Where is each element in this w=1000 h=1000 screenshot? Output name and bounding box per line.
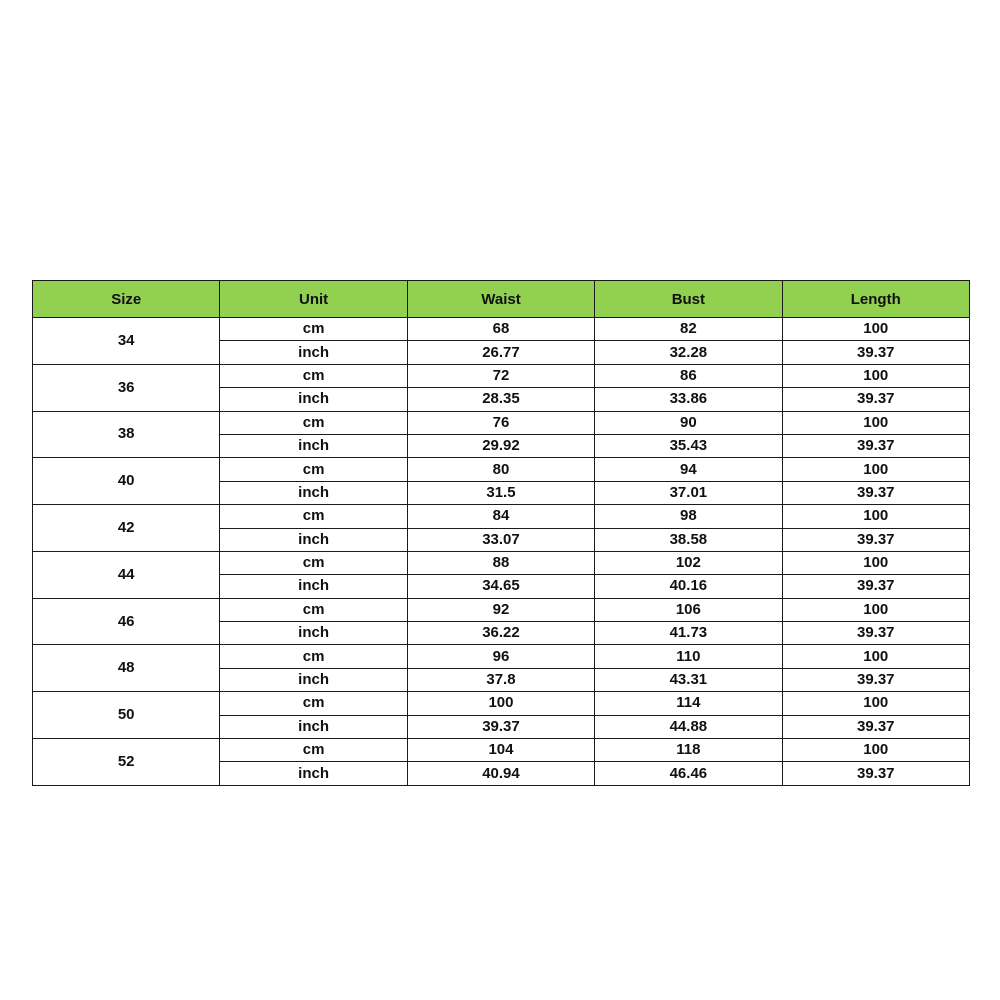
table-row [33,692,970,715]
unit-cell: cm [220,692,407,715]
header-row [33,281,970,318]
waist-cell: 28.35 [407,388,594,411]
header-unit: Unit [220,281,407,318]
bust-cell: 110 [595,645,782,668]
header-waist: Waist [407,281,594,318]
table-row [33,505,970,528]
waist-cell: 40.94 [407,762,594,785]
unit-cell: inch [220,668,407,691]
unit-cell: inch [220,434,407,457]
waist-cell: 29.92 [407,434,594,457]
bust-cell: 35.43 [595,434,782,457]
table-header [33,281,970,318]
length-cell: 100 [782,739,969,762]
unit-cell: cm [220,739,407,762]
unit-cell: inch [220,762,407,785]
length-cell: 39.37 [782,622,969,645]
size-chart-table [32,280,970,786]
bust-cell: 82 [595,318,782,341]
unit-cell: inch [220,528,407,551]
unit-cell: cm [220,411,407,434]
waist-cell: 88 [407,551,594,574]
size-cell: 42 [33,505,220,552]
bust-cell: 106 [595,598,782,621]
size-cell: 46 [33,598,220,645]
size-cell: 34 [33,318,220,365]
bust-cell: 40.16 [595,575,782,598]
waist-cell: 31.5 [407,481,594,504]
length-cell: 39.37 [782,481,969,504]
table-row [33,551,970,574]
header-bust: Bust [595,281,782,318]
unit-cell: inch [220,481,407,504]
table-row [33,318,970,341]
bust-cell: 94 [595,458,782,481]
waist-cell: 104 [407,739,594,762]
length-cell: 39.37 [782,715,969,738]
length-cell: 100 [782,458,969,481]
length-cell: 100 [782,598,969,621]
unit-cell: cm [220,551,407,574]
waist-cell: 76 [407,411,594,434]
unit-cell: cm [220,364,407,387]
header-size: Size [33,281,220,318]
bust-cell: 118 [595,739,782,762]
bust-cell: 33.86 [595,388,782,411]
length-cell: 39.37 [782,668,969,691]
bust-cell: 37.01 [595,481,782,504]
size-cell: 48 [33,645,220,692]
bust-cell: 38.58 [595,528,782,551]
table-row [33,598,970,621]
waist-cell: 92 [407,598,594,621]
bust-cell: 44.88 [595,715,782,738]
length-cell: 39.37 [782,434,969,457]
unit-cell: inch [220,622,407,645]
bust-cell: 41.73 [595,622,782,645]
table-row [33,645,970,668]
bust-cell: 32.28 [595,341,782,364]
length-cell: 100 [782,505,969,528]
bust-cell: 46.46 [595,762,782,785]
length-cell: 100 [782,364,969,387]
table-row [33,411,970,434]
unit-cell: inch [220,341,407,364]
table-row [33,739,970,762]
waist-cell: 68 [407,318,594,341]
length-cell: 39.37 [782,341,969,364]
unit-cell: cm [220,598,407,621]
waist-cell: 96 [407,645,594,668]
length-cell: 39.37 [782,575,969,598]
waist-cell: 72 [407,364,594,387]
length-cell: 39.37 [782,762,969,785]
waist-cell: 84 [407,505,594,528]
waist-cell: 39.37 [407,715,594,738]
length-cell: 100 [782,645,969,668]
waist-cell: 26.77 [407,341,594,364]
unit-cell: cm [220,458,407,481]
unit-cell: cm [220,505,407,528]
size-cell: 40 [33,458,220,505]
waist-cell: 100 [407,692,594,715]
table-row [33,458,970,481]
length-cell: 100 [782,318,969,341]
bust-cell: 98 [595,505,782,528]
length-cell: 100 [782,551,969,574]
table-body [33,318,970,786]
size-cell: 38 [33,411,220,458]
size-cell: 44 [33,551,220,598]
bust-cell: 43.31 [595,668,782,691]
unit-cell: inch [220,715,407,738]
waist-cell: 37.8 [407,668,594,691]
unit-cell: inch [220,388,407,411]
waist-cell: 34.65 [407,575,594,598]
waist-cell: 33.07 [407,528,594,551]
header-length: Length [782,281,969,318]
size-cell: 50 [33,692,220,739]
unit-cell: cm [220,645,407,668]
length-cell: 39.37 [782,388,969,411]
bust-cell: 114 [595,692,782,715]
bust-cell: 90 [595,411,782,434]
length-cell: 100 [782,692,969,715]
bust-cell: 86 [595,364,782,387]
table-row [33,364,970,387]
length-cell: 39.37 [782,528,969,551]
size-cell: 52 [33,739,220,786]
waist-cell: 36.22 [407,622,594,645]
waist-cell: 80 [407,458,594,481]
size-cell: 36 [33,364,220,411]
length-cell: 100 [782,411,969,434]
unit-cell: cm [220,318,407,341]
unit-cell: inch [220,575,407,598]
bust-cell: 102 [595,551,782,574]
